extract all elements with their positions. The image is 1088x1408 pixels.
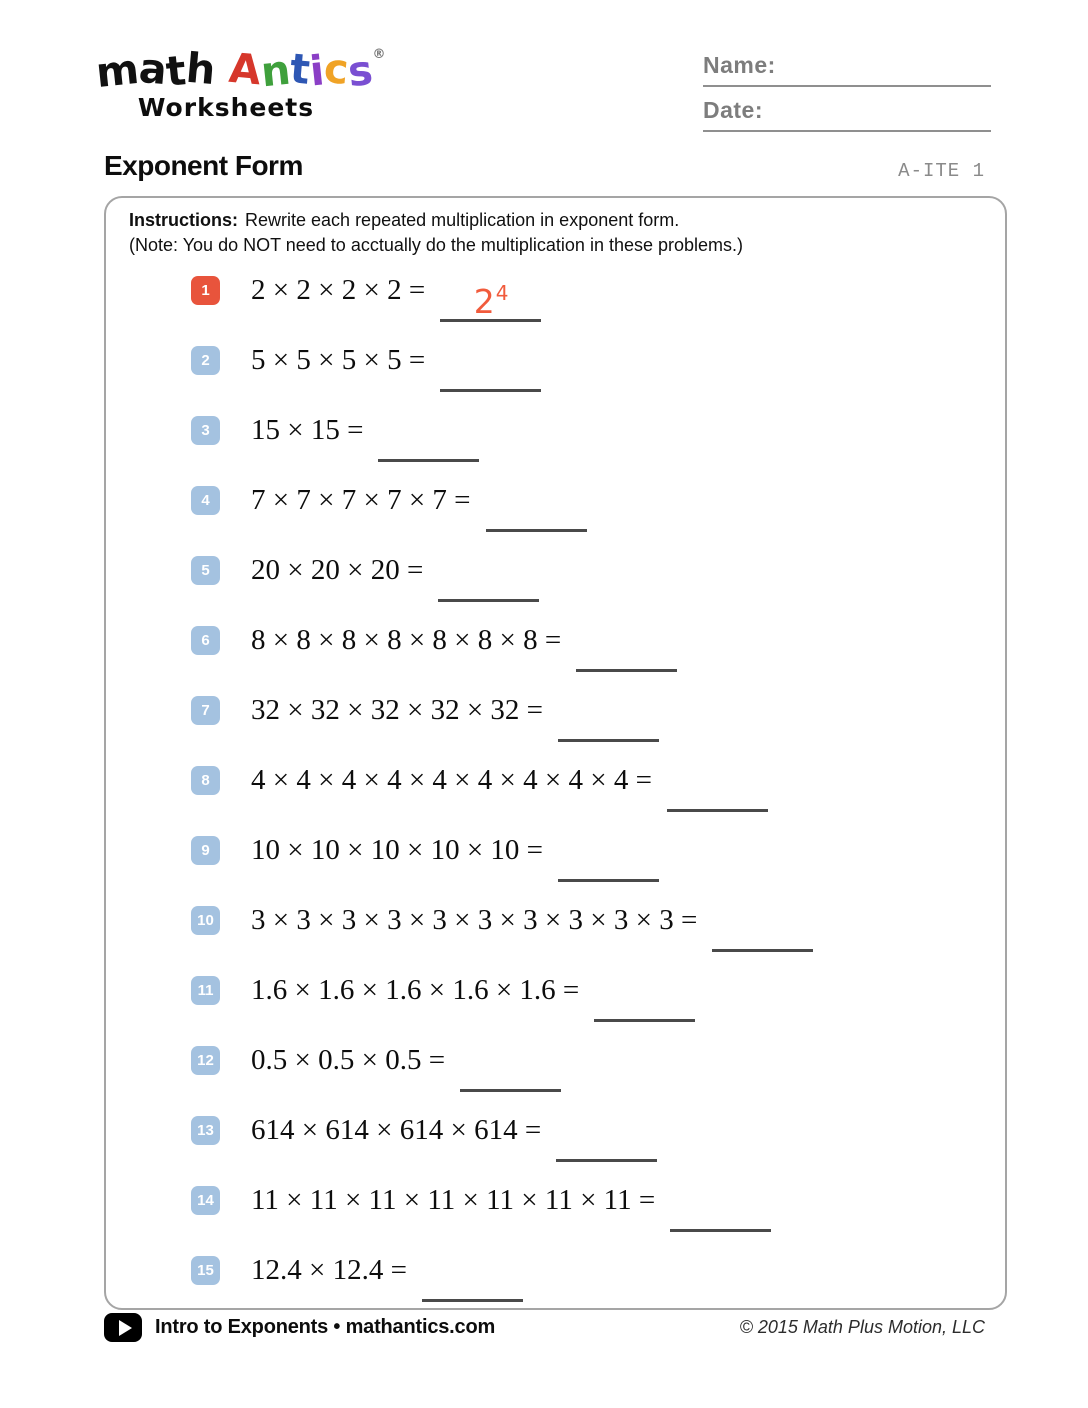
problem-row xyxy=(106,255,1005,325)
problem-number-badge: 9 xyxy=(191,836,220,865)
problem-expression: 8 × 8 × 8 × 8 × 8 × 8 × 8 = xyxy=(251,623,562,656)
problem-row xyxy=(106,1235,1005,1305)
logo-letter: h xyxy=(184,43,218,95)
answer-blank[interactable] xyxy=(440,353,541,392)
logo-letter: c xyxy=(321,44,351,94)
logo-letter: t xyxy=(164,46,189,96)
problem-row xyxy=(106,395,1005,465)
problem-row xyxy=(106,1165,1005,1235)
instructions-label: Instructions: xyxy=(129,210,239,230)
problem-number-badge: 12 xyxy=(191,1046,220,1075)
answer-blank[interactable] xyxy=(438,563,539,602)
problem-expression: 0.5 × 0.5 × 0.5 = xyxy=(251,1043,446,1076)
problem-number-badge: 14 xyxy=(191,1186,220,1215)
problem-number-badge: 1 xyxy=(191,276,220,305)
problem-number-badge: 6 xyxy=(191,626,220,655)
answer-blank[interactable] xyxy=(460,1053,561,1092)
name-field[interactable] xyxy=(703,52,991,87)
problem-number-badge: 7 xyxy=(191,696,220,725)
page-title: Exponent Form xyxy=(104,150,303,181)
title-row xyxy=(104,150,985,182)
problem-row xyxy=(106,605,1005,675)
footer xyxy=(104,1313,985,1342)
logo-letter: A xyxy=(227,43,264,95)
problem-row xyxy=(106,885,1005,955)
logo-letter: t xyxy=(288,44,312,94)
date-field[interactable] xyxy=(703,97,991,132)
problem-row xyxy=(106,535,1005,605)
problem-row xyxy=(106,1025,1005,1095)
logo-letter: n xyxy=(258,45,293,97)
copyright-text: © 2015 Math Plus Motion, LLC xyxy=(739,1317,985,1337)
instructions-text: Rewrite each repeated multiplication in exponent form. xyxy=(245,210,680,230)
problem-expression: 614 × 614 × 614 × 614 = xyxy=(251,1113,542,1146)
handwritten-answer: 24 xyxy=(473,280,509,321)
problem-row xyxy=(106,745,1005,815)
logo-letter: a xyxy=(136,43,169,95)
answer-blank[interactable] xyxy=(712,913,813,952)
problem-row xyxy=(106,955,1005,1025)
problem-number-badge: 4 xyxy=(191,486,220,515)
logo-worksheets-label: Worksheets xyxy=(137,93,315,122)
answer-blank[interactable] xyxy=(486,493,587,532)
play-video-icon xyxy=(104,1313,142,1342)
math-antics-logo xyxy=(93,43,386,122)
answer-blank[interactable] xyxy=(576,633,677,672)
problem-number-badge: 2 xyxy=(191,346,220,375)
problem-expression: 7 × 7 × 7 × 7 × 7 = xyxy=(251,483,471,516)
problem-expression: 1.6 × 1.6 × 1.6 × 1.6 × 1.6 = xyxy=(251,973,580,1006)
instructions-note: (Note: You do NOT need to acctually do the multiplication in these problems.) xyxy=(129,235,744,256)
problem-number-badge: 3 xyxy=(191,416,220,445)
answer-blank[interactable] xyxy=(556,1123,657,1162)
problem-expression: 5 × 5 × 5 × 5 = xyxy=(251,343,426,376)
answer-blank[interactable] xyxy=(558,843,659,882)
answer-blank[interactable] xyxy=(667,773,768,812)
instructions xyxy=(129,208,959,258)
problem-expression: 20 × 20 × 20 = xyxy=(251,553,424,586)
problem-row xyxy=(106,1095,1005,1165)
answer-blank[interactable] xyxy=(422,1263,523,1302)
problem-expression: 15 × 15 = xyxy=(251,413,364,446)
problem-row xyxy=(106,815,1005,885)
answer-blank[interactable] xyxy=(440,280,541,322)
problem-number-badge: 8 xyxy=(191,766,220,795)
problem-row xyxy=(106,465,1005,535)
logo-letter: s xyxy=(345,45,376,97)
logo-wordmark xyxy=(93,43,386,98)
problem-expression: 12.4 × 12.4 = xyxy=(251,1253,407,1286)
problem-number-badge: 15 xyxy=(191,1256,220,1285)
problems-list xyxy=(106,255,1005,1305)
problem-expression: 10 × 10 × 10 × 10 × 10 = xyxy=(251,833,544,866)
problem-number-badge: 5 xyxy=(191,556,220,585)
problem-expression: 32 × 32 × 32 × 32 × 32 = xyxy=(251,693,544,726)
footer-lesson-link: Intro to Exponents • mathantics.com xyxy=(155,1316,496,1338)
name-date-block xyxy=(703,52,991,142)
problem-row xyxy=(106,325,1005,395)
worksheet-code: A-ITE 1 xyxy=(898,160,985,182)
answer-blank[interactable] xyxy=(594,983,695,1022)
date-label: Date: xyxy=(703,97,764,123)
problem-number-badge: 11 xyxy=(191,976,220,1005)
problem-expression: 11 × 11 × 11 × 11 × 11 × 11 × 11 = xyxy=(251,1183,656,1216)
logo-letter: i xyxy=(307,46,327,96)
problem-expression: 2 × 2 × 2 × 2 = xyxy=(251,273,426,306)
problem-row xyxy=(106,675,1005,745)
problem-number-badge: 10 xyxy=(191,906,220,935)
play-triangle-icon xyxy=(119,1320,132,1336)
registered-trademark-symbol: ® xyxy=(372,47,386,62)
problem-expression: 4 × 4 × 4 × 4 × 4 × 4 × 4 × 4 × 4 = xyxy=(251,763,652,796)
name-label: Name: xyxy=(703,52,776,78)
problem-expression: 3 × 3 × 3 × 3 × 3 × 3 × 3 × 3 × 3 × 3 = xyxy=(251,903,698,936)
problems-box xyxy=(104,196,1007,1310)
answer-blank[interactable] xyxy=(670,1193,771,1232)
answer-blank[interactable] xyxy=(558,703,659,742)
problem-number-badge: 13 xyxy=(191,1116,220,1145)
answer-blank[interactable] xyxy=(378,423,479,462)
logo-letter: m xyxy=(93,44,142,98)
